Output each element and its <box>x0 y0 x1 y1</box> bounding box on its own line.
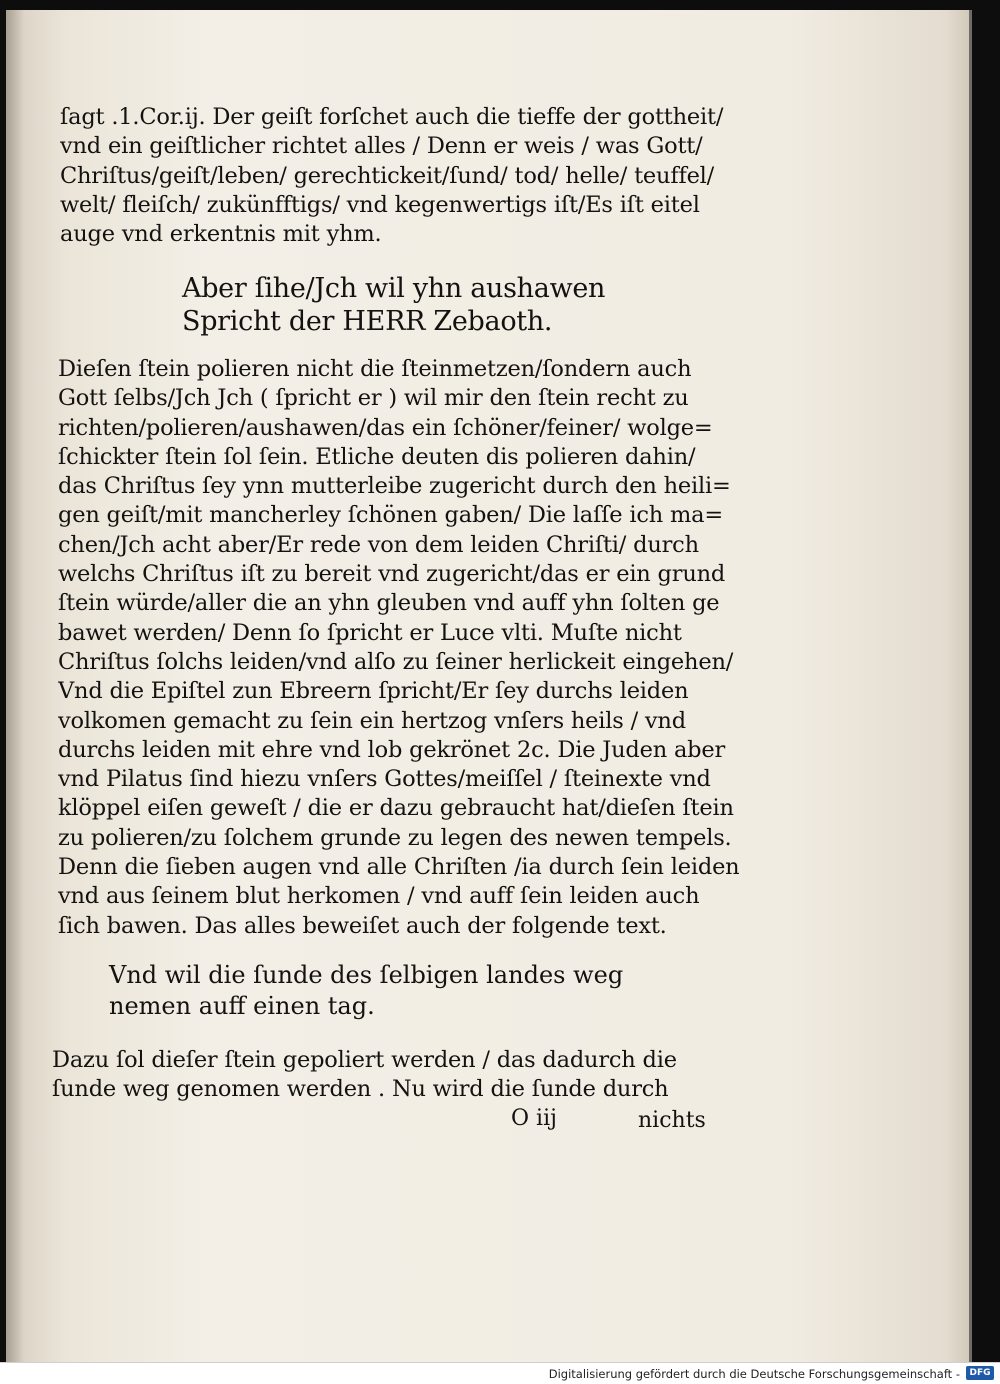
text-line: Denn die ſieben augen vnd alle Chriſten /ia durch ſein leiden <box>58 854 740 881</box>
text-line: bawet werden/ Denn ſo ſpricht er Luce vlti. Muſte nicht <box>58 619 682 646</box>
text-line: Dazu ſol dieſer ſtein gepoliert werden / das dadurch die <box>52 1047 677 1073</box>
text-line: vnd aus ſeinem blut herkomen / vnd auff ſein leiden auch <box>58 883 700 910</box>
text-line: durchs leiden mit ehre vnd lob gekrönet 2c. Die Juden aber <box>58 736 726 763</box>
text-line: auge vnd erkentnis mit yhm. <box>60 221 382 248</box>
page-signature-row <box>511 1106 721 1136</box>
dfg-logo: DFG <box>966 1366 994 1380</box>
scripture-heading <box>182 272 605 338</box>
text-line: welchs Chriſtus iſt zu bereit vnd zugericht/das er ein grund <box>58 561 726 588</box>
text-line: ſtein würde/aller die an yhn gleuben vnd auff yhn ſolten ge <box>58 590 720 617</box>
text-line: Chriſtus ſolchs leiden/vnd alſo zu ſeiner herlickeit eingehen/ <box>58 648 734 675</box>
verse-line: nemen auff einen tag. <box>109 992 375 1020</box>
text-line: chen/Jch acht aber/Er rede von dem leiden Chriſti/ durch <box>58 531 699 558</box>
verse-line: Vnd wil die ſunde des ſelbigen landes weg <box>109 961 624 989</box>
top-paragraph <box>60 103 750 249</box>
text-line: Dieſen ſtein polieren nicht die ſteinmetzen/ſondern auch <box>58 356 692 382</box>
text-line: zu polieren/zu ſolchem grunde zu legen des newen tempels. <box>58 824 732 851</box>
text-line: ſchickter ſtein ſol ſein. Etliche deuten dis polieren dahin/ <box>58 443 696 470</box>
text-line: Vnd die Epiſtel zun Ebreern ſpricht/Er ſey durchs leiden <box>58 678 689 705</box>
text-line: klöppel eiſen geweſt / die er dazu gebraucht hat/dieſen ſtein <box>58 795 734 822</box>
text-line: das Chriſtus ſey ynn mutterleibe zugericht durch den heili= <box>58 473 731 500</box>
text-line: ſich bawen. Das alles beweiſet auch der folgende text. <box>58 912 667 939</box>
catchword: nichts <box>638 1108 706 1133</box>
closing-paragraph <box>52 1046 742 1105</box>
heading-line: Aber ſihe/Jch wil yhn aushawen <box>182 273 606 304</box>
heading-line: Spricht der HERR Zebaoth. <box>182 306 553 337</box>
text-line: gen geiſt/mit mancherley ſchönen gaben/ Die laſſe ich ma= <box>58 502 723 529</box>
scanned-page <box>6 10 972 1362</box>
scripture-verse <box>109 960 623 1022</box>
footer-credit: Digitalisierung gefördert durch die Deutsche Forschungsgemeinschaft - <box>548 1367 960 1381</box>
text-line: Gott ſelbs/Jch Jch ( ſpricht er ) wil mir den ſtein recht zu <box>58 385 689 412</box>
text-line: ſunde weg genomen werden . Nu wird die ſunde durch <box>52 1076 669 1103</box>
gutter-shadow <box>6 10 24 1362</box>
text-line: vnd ein geiſtlicher richtet alles / Denn er weis / was Gott/ <box>60 133 703 160</box>
signature-mark: O iij <box>511 1106 557 1131</box>
text-line: vnd Pilatus ſind hiezu vnſers Gottes/meiſſel / ſteinexte vnd <box>58 766 711 793</box>
text-line: volkomen gemacht zu ſein ein hertzog vnſers heils / vnd <box>58 707 686 734</box>
text-line: Chriſtus/geiſt/leben/ gerechtickeit/ſund/ tod/ helle/ teuffel/ <box>60 162 715 189</box>
body-paragraph <box>58 355 748 941</box>
text-line: richten/polieren/aushawen/das ein ſchöner/feiner/ wolge= <box>58 414 713 441</box>
text-line: welt/ fleiſch/ zukünfftigs/ vnd kegenwertigs iſt/Es iſt eitel <box>60 191 700 218</box>
text-line: ſagt .1.Cor.ij. Der geiſt forſchet auch die tieffe der gottheit/ <box>60 104 724 130</box>
footer-bar <box>0 1362 1000 1384</box>
